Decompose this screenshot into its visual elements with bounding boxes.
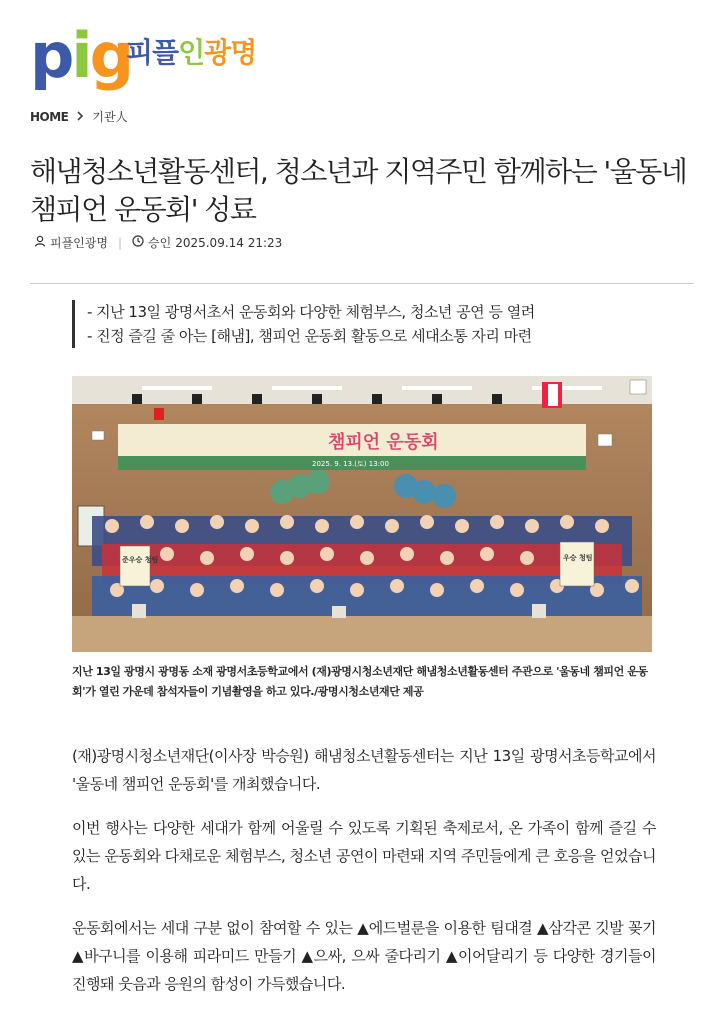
breadcrumb-section[interactable]: 기관人 [92,110,128,124]
user-icon [34,235,50,250]
site-logo[interactable] [30,19,290,100]
date-label: 승인 [148,236,172,250]
banner-subtitle: 2025. 9. 13.(토) 13:00 [312,460,389,468]
logo-letter-p: p [30,19,72,92]
logo-wordmark [30,18,131,94]
banner-title: 챔피언 운동회 [328,432,439,453]
article-body [72,742,656,1014]
article-byline [34,234,282,251]
byline-divider: | [117,235,123,250]
logo-kr-part3: 광명 [204,36,257,69]
logo-letter-g: g [89,19,132,92]
logo-letter-i: i [71,19,90,92]
body-paragraph: 이번 행사는 다양한 세대가 함께 어울릴 수 있도록 기획된 축제로서, 온 가족이 함께 즐길 수 있는 운동회와 다채로운 체험부스, 청소년 공연이 마련돼 지역 주민들에게 큰 호응을 얻었습니다. [72,819,656,893]
article-date: 2025.09.14 21:23 [175,235,283,250]
logo-kr-part2: 인 [178,36,205,69]
group-photo-illustration [72,376,652,652]
article-summary [72,300,687,348]
header-divider [30,283,694,284]
logo-korean [126,36,256,70]
summary-line: - 지난 13일 광명서초서 운동회와 다양한 체험부스, 청소년 공연 등 열려 [87,303,535,321]
chevron-right-icon [76,110,84,124]
sign-right: 우승 청팀 [563,554,593,562]
breadcrumb [30,108,128,125]
photo-caption: 지난 13일 광명시 광명동 소재 광명서초등학교에서 (재)광명시청소년재단 해냄청소년활동센터 주관으로 '울동네 챔피언 운동회'가 열린 가운데 참석자들이 기념촬영을 하고 있다./광명시청소년재단 제공 [72,665,648,698]
breadcrumb-home[interactable]: HOME [30,109,69,124]
body-paragraph: 운동회에서는 세대 구분 없이 참여할 수 있는 ▲에드벌룬을 이용한 팀대결 ▲삼각콘 깃발 꽂기 ▲바구니를 이용해 피라미드 만들기 ▲으싸, 으싸 줄다리기 ▲이어달리기 등 다양한 경기들이 진행돼 웃음과 응원의 함성이 가득했습니다. [72,919,656,993]
article-photo[interactable] [72,376,652,652]
clock-icon [132,235,148,250]
summary-line: - 진정 즐길 줄 아는 [해냄], 챔피언 운동회 활동으로 세대소통 자리 마련 [87,327,532,345]
logo-kr-part1: 피플 [126,36,179,69]
body-paragraph: (재)광명시청소년재단(이사장 박승원) 해냄청소년활동센터는 지난 13일 광명서초등학교에서 '울동네 챔피언 운동회'를 개최했습니다. [72,747,656,793]
sign-left: 준우승 청팀 [122,556,159,564]
article-author[interactable]: 피플인광명 [50,236,108,250]
article-title: 해냄청소년활동센터, 청소년과 지역주민 함께하는 '울동네 챔피언 운동회' 성료 [30,154,687,226]
